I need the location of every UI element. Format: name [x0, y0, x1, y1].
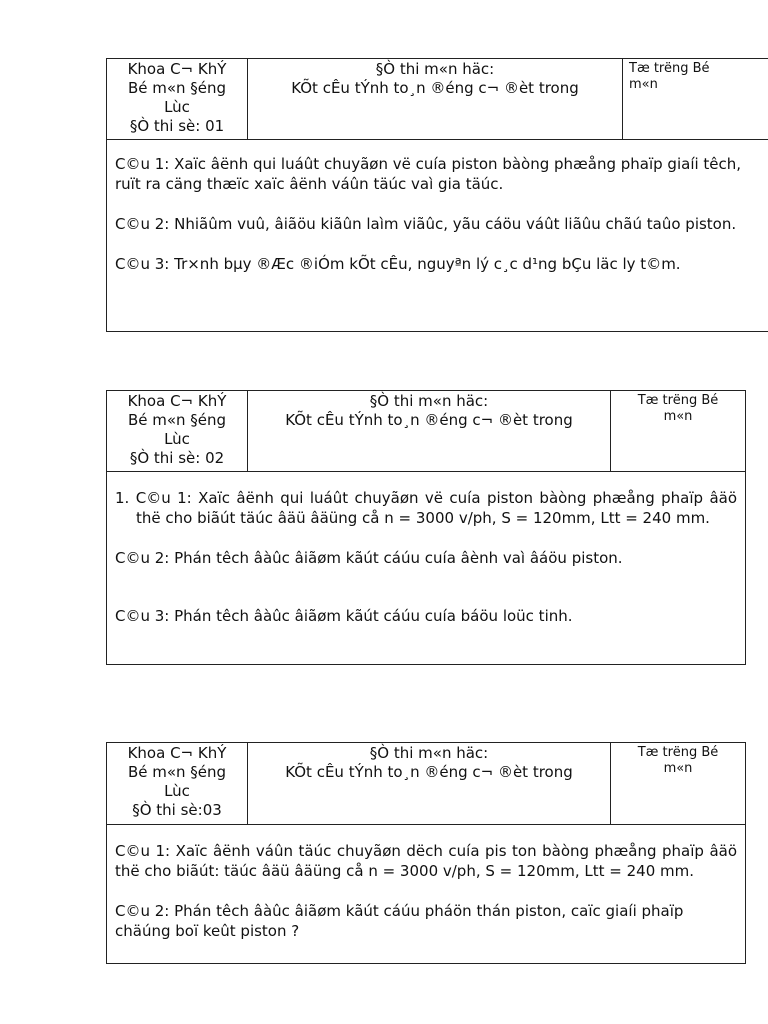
exam-header — [107, 59, 768, 140]
signature-cell — [611, 391, 745, 471]
subject-title: KÕt cÊu tÝnh to¸n ®éng c¬ ®èt trong — [285, 763, 573, 781]
exam-number: §Ò thi sè: 01 — [129, 117, 225, 135]
department-line: Bé m«n §éng — [127, 79, 227, 97]
question-1: 1. C©u 1: Xaïc âënh qui luáût chuyãøn vë cuía piston bàòng phæång phaïp âäö thë cho biãút täúc âäü âäüng cå n = 3000 v/ph, S = 120mm, Ltt = 240 mm. — [115, 489, 737, 527]
department-line: Bé m«n §éng — [127, 411, 227, 429]
exam-card-03 — [106, 742, 746, 964]
subject-label: §Ò thi m«n häc: — [375, 60, 495, 78]
faculty-line: Khoa C¬ KhÝ — [127, 392, 227, 410]
faculty-cell — [107, 391, 248, 471]
faculty-cell — [107, 59, 248, 139]
exam-card-01 — [106, 58, 768, 332]
question-2: C©u 2: Phán têch âàûc âiãøm kãút cáúu pháön thán piston, caïc giaíi phaïp chäúng boï keût piston ? — [115, 902, 684, 940]
question-1: C©u 1: Xaïc âënh qui luáût chuyãøn vë cuía piston bàòng phæång phaïp giaíi têch, ruït ra cäng thæïc xaïc âënh váûn täúc vaì gia täúc. — [115, 155, 742, 193]
faculty-line: Khoa C¬ KhÝ — [127, 60, 227, 78]
signature-label-cont: m«n — [629, 77, 658, 92]
subject-title: KÕt cÊu tÝnh to¸n ®éng c¬ ®èt trong — [291, 79, 579, 97]
subject-cell — [248, 743, 611, 824]
subject-label: §Ò thi m«n häc: — [369, 392, 489, 410]
subject-label: §Ò thi m«n häc: — [369, 744, 489, 762]
department-line-cont: Lùc — [164, 430, 190, 448]
faculty-cell — [107, 743, 248, 824]
signature-label: Tæ trëng Bé — [637, 393, 719, 408]
exam-questions — [107, 825, 745, 941]
question-3: C©u 3: Tr×nh bµy ®Æc ®iÓm kÕt cÊu, nguyªn lý c¸c d¹ng bÇu läc ly t©m. — [115, 255, 681, 273]
signature-label: Tæ trëng Bé — [629, 61, 710, 76]
signature-cell — [623, 59, 768, 139]
subject-cell — [248, 391, 611, 471]
signature-label-cont: m«n — [663, 761, 693, 776]
exam-number: §Ò thi sè:03 — [132, 801, 222, 819]
subject-title: KÕt cÊu tÝnh to¸n ®éng c¬ ®èt trong — [285, 411, 573, 429]
exam-questions — [107, 472, 745, 626]
department-line: Bé m«n §éng — [127, 763, 227, 781]
question-2: C©u 2: Nhiãûm vuû, âiãöu kiãûn laìm viãûc, yãu cáöu váût liãûu chãú taûo piston. — [115, 215, 737, 233]
signature-label: Tæ trëng Bé — [637, 745, 719, 760]
exam-questions — [107, 140, 768, 274]
question-1: C©u 1: Xaïc âënh váûn täúc chuyãøn dëch cuía pis ton bàòng phæång phaïp âäö thë cho biãút: täúc âäü âäüng cå n = 3000 v/ph, S = 120mm, Ltt = 240 mm. — [115, 842, 737, 880]
question-2: C©u 2: Phán têch âàûc âiãøm kãút cáúu cuía âènh vaì âáöu piston. — [115, 549, 623, 567]
question-3: C©u 3: Phán têch âàûc âiãøm kãút cáúu cuía báöu loüc tinh. — [115, 607, 573, 625]
signature-label-cont: m«n — [663, 409, 693, 424]
exam-number: §Ò thi sè: 02 — [129, 449, 225, 467]
exam-header — [107, 391, 745, 472]
exam-card-02 — [106, 390, 746, 665]
exam-header — [107, 743, 745, 825]
department-line-cont: Lùc — [164, 782, 190, 800]
department-line-cont: Lùc — [164, 98, 190, 116]
faculty-line: Khoa C¬ KhÝ — [127, 744, 227, 762]
subject-cell — [248, 59, 623, 139]
signature-cell — [611, 743, 745, 824]
